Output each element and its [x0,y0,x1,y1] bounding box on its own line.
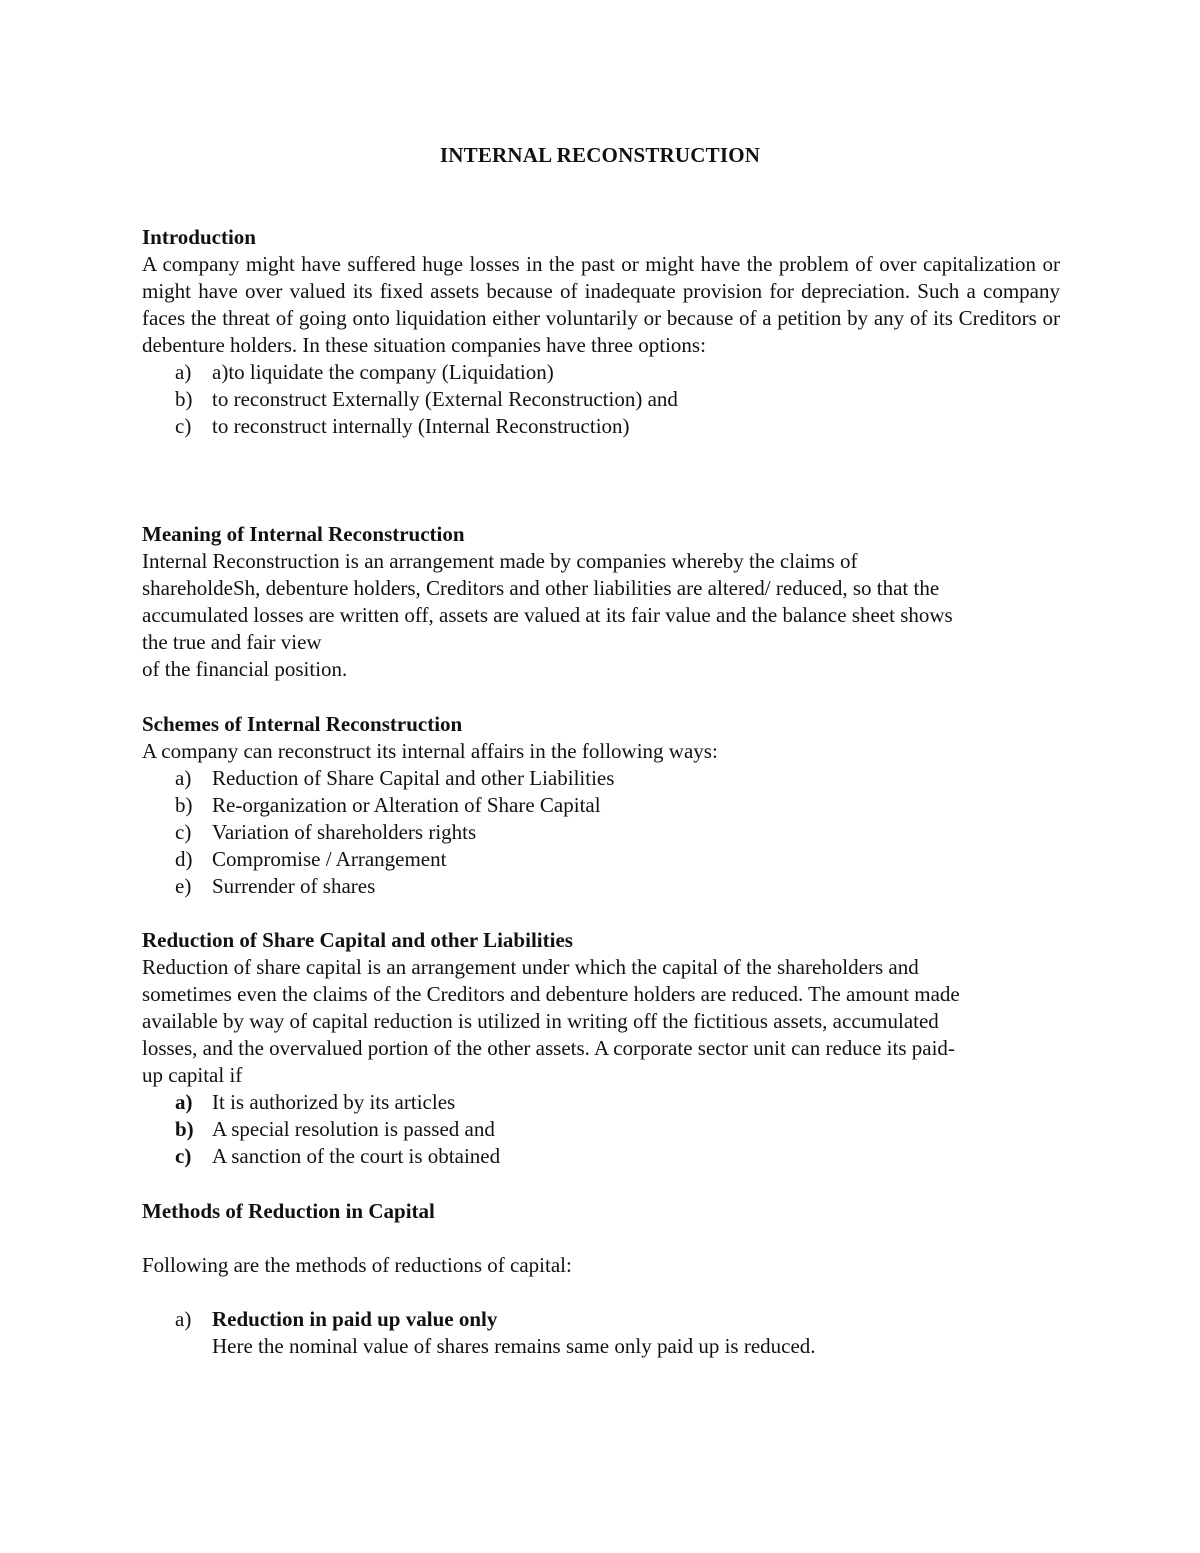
list-marker: c) [175,414,192,438]
list-item [142,1143,1060,1170]
methods-heading-block [142,1198,1060,1225]
introduction-paragraph: A company might have suffered huge losses in the past or might have the problem of over capitalization or might have over valued its fixed assets because of inadequate provision for depreciation. Such a company faces the threat of going onto liquidation either voluntarily or because of a petition by any of its Creditors or debenture holders. In these situation companies have three options: [142,252,1060,357]
list-item [142,386,1060,413]
methods-list [142,1306,1060,1360]
list-marker: c) [175,1144,192,1168]
schemes-list [142,765,1060,900]
reduction-line: losses, and the overvalued portion of the other assets. A corporate sector unit can reduce its paid- [142,1036,955,1060]
methods-list-block [142,1306,1060,1360]
list-marker: a) [175,1090,193,1114]
reduction-conditions-list [142,1089,1060,1170]
list-item [142,792,1060,819]
schemes-heading: Schemes of Internal Reconstruction [142,712,463,736]
introduction-heading: Introduction [142,225,256,249]
list-item [142,819,1060,846]
list-item-text: Compromise / Arrangement [212,847,447,871]
schemes-intro: A company can reconstruct its internal affairs in the following ways: [142,739,718,763]
meaning-heading: Meaning of Internal Reconstruction [142,522,465,546]
list-item-text: to reconstruct Externally (External Reconstruction) and [212,387,678,411]
list-marker: e) [175,874,192,898]
reduction-line: available by way of capital reduction is utilized in writing off the fictitious assets, accumulated [142,1009,939,1033]
list-marker: b) [175,793,193,817]
list-item-text: A special resolution is passed and [212,1117,495,1141]
list-marker: a) [175,360,192,384]
list-marker: d) [175,847,193,871]
meaning-line: the true and fair view [142,630,322,654]
reduction-line: sometimes even the claims of the Creditors and debenture holders are reduced. The amount made [142,982,960,1006]
list-item-text: Variation of shareholders rights [212,820,477,844]
schemes-section [142,711,1060,900]
list-item [142,1089,1060,1116]
list-item [142,873,1060,900]
document-title: INTERNAL RECONSTRUCTION [439,143,761,167]
introduction-section [142,224,1060,440]
methods-intro: Following are the methods of reductions of capital: [142,1253,572,1277]
reduction-line: Reduction of share capital is an arrangement under which the capital of the shareholders and [142,955,919,979]
list-marker: c) [175,820,192,844]
list-item [142,413,1060,440]
list-item-text: Re-organization or Alteration of Share Capital [212,793,601,817]
reduction-heading: Reduction of Share Capital and other Liabilities [142,928,573,952]
list-item-text: a)to liquidate the company (Liquidation) [212,360,554,384]
reduction-section [142,927,1060,1170]
introduction-options-list [142,359,1060,440]
list-item [142,765,1060,792]
meaning-line: accumulated losses are written off, assets are valued at its fair value and the balance sheet shows [142,603,953,627]
method-description: Here the nominal value of shares remains same only paid up is reduced. [212,1334,816,1358]
list-item-text: Surrender of shares [212,874,376,898]
method-title: Reduction in paid up value only [212,1307,498,1331]
list-item-text: A sanction of the court is obtained [212,1144,501,1168]
meaning-line: shareholdeSh, debenture holders, Creditors and other liabilities are altered/ reduced, so that the [142,576,940,600]
meaning-line: of the financial position. [142,657,348,681]
meaning-section [142,521,1060,683]
list-item [142,846,1060,873]
list-marker: a) [175,766,192,790]
meaning-line: Internal Reconstruction is an arrangement made by companies whereby the claims of [142,549,858,573]
list-item [142,1116,1060,1143]
list-item-text: Reduction of Share Capital and other Liabilities [212,766,615,790]
list-marker: b) [175,1117,194,1141]
list-marker: b) [175,387,193,411]
methods-heading: Methods of Reduction in Capital [142,1199,435,1223]
methods-intro-block [142,1252,1060,1279]
reduction-line: up capital if [142,1063,243,1087]
list-item-text: to reconstruct internally (Internal Reconstruction) [212,414,630,438]
list-item-text: It is authorized by its articles [212,1090,456,1114]
list-item [142,1306,1060,1360]
list-marker: a) [175,1307,192,1331]
list-item [142,359,1060,386]
